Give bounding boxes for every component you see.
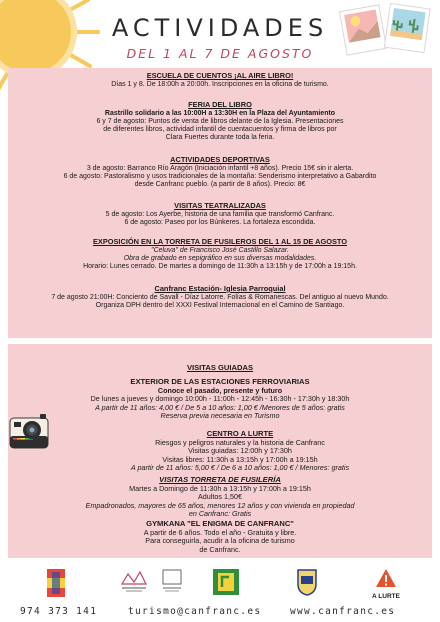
concert-line: Organiza DPH dentro del XXXI Festival Internacional en el Camino de Santiago. — [95, 301, 345, 309]
torreta-line: Martes a Domingo de 11:30h a 13:15h y 17:00h a 19:15h — [129, 483, 311, 493]
canfranc-town-logo — [120, 568, 148, 594]
railway-heading: EXTERIOR DE LAS ESTACIONES FERROVIARIAS — [130, 377, 310, 386]
alurte-logo-label: A LURTE — [372, 593, 400, 600]
alurte-block — [48, 430, 432, 473]
alurte-line: A partir de 11 años: 5,00 € / De 6 a 10 años: 1,00 € / Menores: gratis — [130, 463, 350, 473]
sports-block — [8, 156, 432, 189]
railway-block — [8, 378, 432, 421]
exhibition-line: Horario: Lunes cerrado. De martes a domingo de 11:30h a 13:15h y de 17:00h a 19:15h. — [83, 263, 357, 271]
alurte-line: Visitas libres: 11:30h a 13:15h y 17:00h a 19:15h — [162, 454, 318, 464]
gymkana-line: de Canfranc. — [199, 544, 241, 554]
tourism-sign-logo — [212, 568, 240, 596]
gymkana-block — [8, 520, 432, 554]
storytelling-block — [8, 72, 432, 89]
exhibition-block — [8, 238, 432, 271]
email-link[interactable]: turismo@canfranc.es — [128, 606, 262, 617]
page-title: ACTIVIDADES — [111, 14, 329, 42]
guided-visits-title-block — [8, 364, 432, 373]
gymkana-heading: GYMKANA "EL ENIGMA DE CANFRANC" — [146, 519, 294, 528]
railway-line: De lunes a jueves y domingo 10:00h - 11:00h - 12:45h - 16:30h - 17:30h y 18:30h — [90, 394, 350, 404]
sports-heading: ACTIVIDADES DEPORTIVAS — [170, 155, 270, 164]
sponsor-logos — [0, 562, 440, 604]
theatre-visits-line: 5 de agosto: Los Ayerbe, historia de una familia que transformó Canfranc. — [105, 210, 335, 218]
book-fair-line: de diferentes libros, actividad infantil de cuentacuentos y firma de libros por — [103, 126, 337, 134]
alurte-logo — [366, 568, 406, 600]
book-fair-block — [8, 101, 432, 143]
phone-text: 974 373 141 — [20, 606, 98, 617]
book-fair-line: Clara Fuertes durante toda la feria. — [165, 134, 275, 142]
gymkana-line: Para conseguirla, acudir a la oficina de turismo — [145, 536, 295, 546]
comarca-shield-logo — [296, 568, 318, 596]
exhibition-line: Obra de grabado en sepigráfico en sus diversas modalidades. — [123, 254, 317, 262]
storytelling-line: Días 1 y 8. De 18:00h a 20:00h. Inscripciones en la oficina de turismo. — [111, 80, 329, 88]
canfranc-coat-of-arms-logo — [46, 568, 66, 598]
torreta-heading: VISITAS TORRETA DE FUSILERÍA — [159, 475, 281, 484]
warning-triangle-icon — [375, 568, 397, 588]
alurte-line: Visitas guiadas: 12:00h y 17:30h — [188, 446, 292, 456]
contact-footer — [0, 604, 440, 622]
torreta-line: en Canfranc: Gratis — [188, 509, 252, 519]
alurte-line: Riesgos y peligros naturales y la historia de Canfranc — [155, 437, 325, 447]
concert-line: 7 de agosto 21:00H: Conciento de Savall - Díaz Latorre. Folías & Romanescas. Del antiguo al nuevo Mundo. — [51, 293, 389, 301]
theatre-visits-line: 6 de agosto: Paseo por los Búnkeres. La fortaleza escondida. — [124, 218, 316, 226]
concert-heading: Canfranc Estación- Iglesia Parroquial — [154, 284, 286, 293]
railway-line: A partir de 11 años: 4,00 € / De 5 a 10 años: 1,00 € /Menores de 5 años: gratis — [95, 402, 345, 412]
book-fair-line: 6 y 7 de agosto: Puntos de venta de libros delante de la Iglesia. Presentaciones — [96, 117, 344, 125]
activities-panel — [8, 68, 432, 338]
page-subtitle: DEL 1 AL 7 DE AGOSTO — [126, 46, 314, 61]
torreta-line: Empadronados, mayores de 65 años, menores 12 años y con vivienda en propiedad — [85, 500, 355, 510]
guided-visits-heading: VISITAS GUIADAS — [186, 363, 254, 372]
sports-line: 6 de agosto: Pastoralismo y usos tradicionales de la montaña: Senderismo interpretativo a Gabardito — [63, 172, 377, 180]
exhibition-line: "Celuva" de Francisco José Castillo Salazar. — [151, 246, 289, 254]
railway-line: Reserva previa necesaria en Turismo — [160, 411, 280, 421]
alurte-heading: CENTRO A LURTE — [206, 429, 274, 438]
gymkana-line: A partir de 6 años. Todo el año - Gratuita y libre. — [143, 527, 297, 537]
torreta-line: Adultos 1,50€ — [198, 492, 242, 502]
theatre-visits-block — [8, 202, 432, 227]
sports-line: 3 de agosto: Barranco Río Aragón (Iniciación infantil +8 años). Precio 15€ sin ir alerta. — [86, 164, 354, 172]
book-fair-line: Rastrillo solidario a las 10:00H a 13:30H en la Plaza del Ayuntamiento — [104, 109, 336, 117]
guided-visits-panel — [8, 344, 432, 558]
polaroid-photos-illustration — [335, 2, 435, 58]
exhibition-heading: EXPOSICIÓN EN LA TORRETA DE FUSILEROS DEL 1 AL 15 DE AGOSTO — [92, 237, 348, 246]
book-fair-heading: FERIA DEL LIBRO — [188, 100, 252, 109]
camera-icon — [8, 412, 50, 450]
theatre-visits-heading: VISITAS TEATRALIZADAS — [174, 201, 266, 210]
sports-line: desde Canfranc pueblo. (a partir de 8 años). Precio: 8€ — [134, 181, 306, 189]
railway-line: Conoce el pasado, presente y futuro — [157, 385, 283, 395]
website-link[interactable]: www.canfranc.es — [290, 606, 396, 617]
storytelling-heading: ESCUELA DE CUENTOS ¡AL AIRE LIBRO! — [146, 71, 294, 80]
concert-block — [8, 285, 432, 310]
gobierno-aragon-logo — [160, 568, 184, 594]
torreta-block — [8, 476, 432, 519]
